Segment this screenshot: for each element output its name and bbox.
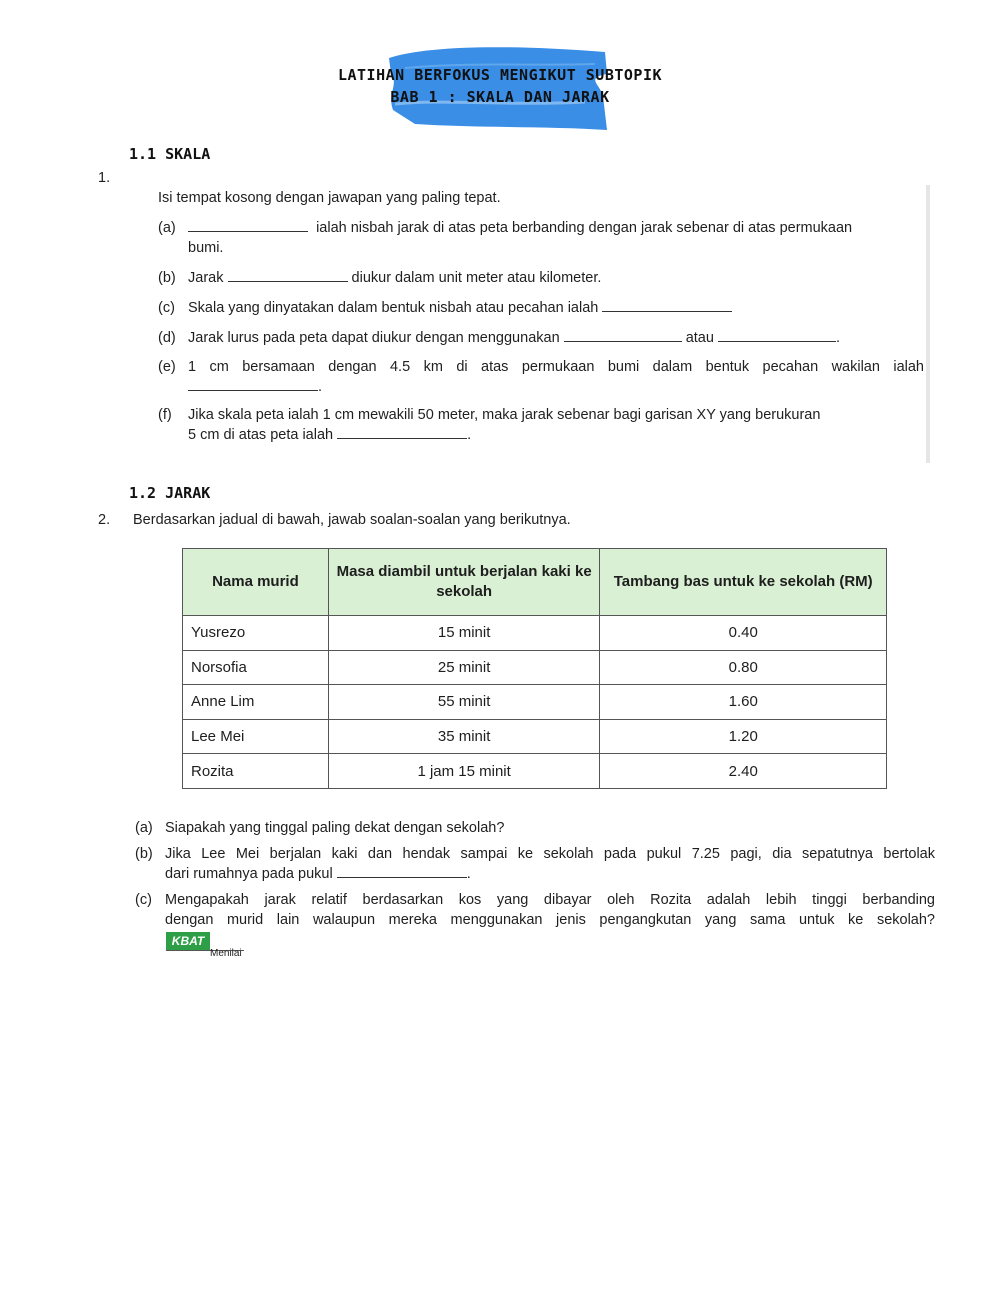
answer-blank[interactable] — [228, 269, 348, 282]
section-heading-jarak: 1.2 JARAK — [129, 484, 211, 502]
question-number: 1. — [98, 170, 111, 186]
item-label: (d) — [158, 330, 176, 346]
table-cell: Rozita — [183, 754, 329, 789]
kbat-badge: KBAT — [166, 932, 210, 950]
question-b-text: Jika Lee Mei berjalan kaki dan hendak sampai ke sekolah pada pukul 7.25 pagi, dia sepatutnya bertolak — [165, 846, 935, 862]
table-header: Tambang bas untuk ke sekolah (RM) — [600, 549, 887, 616]
table-row — [183, 685, 887, 720]
question-label: (c) — [135, 892, 152, 908]
item-label: (b) — [158, 270, 176, 286]
page-subtitle: BAB 1 : SKALA DAN JARAK — [390, 88, 610, 106]
table-cell: 35 minit — [328, 719, 600, 754]
table-cell: 2.40 — [600, 754, 887, 789]
answer-blank[interactable] — [188, 378, 318, 391]
page-title: LATIHAN BERFOKUS MENGIKUT SUBTOPIK — [337, 66, 663, 84]
question-b-line2: dari rumahnya pada pukul . — [165, 866, 471, 882]
table-row — [183, 754, 887, 789]
question-a-text: Siapakah yang tinggal paling dekat dengan sekolah? — [165, 820, 505, 836]
table-cell: 15 minit — [328, 616, 600, 651]
item-label: (f) — [158, 407, 172, 423]
item-a-line2: bumi. — [188, 240, 224, 256]
answer-blank[interactable] — [337, 426, 467, 439]
answer-blank[interactable] — [602, 299, 732, 312]
table-cell: Norsofia — [183, 650, 329, 685]
table-cell: 25 minit — [328, 650, 600, 685]
item-label: (a) — [158, 220, 176, 236]
section-heading-skala: 1.1 SKALA — [129, 145, 211, 163]
table-row — [183, 719, 887, 754]
item-f-text: Jika skala peta ialah 1 cm mewakili 50 meter, maka jarak sebenar bagi garisan XY yang berukuran — [188, 407, 821, 423]
answer-blank[interactable] — [564, 329, 682, 342]
instruction-text: Berdasarkan jadual di bawah, jawab soalan-soalan yang berikutnya. — [133, 512, 571, 528]
item-d-text: Jarak lurus pada peta dapat diukur dengan menggunakan atau . — [188, 330, 840, 346]
table-cell: 55 minit — [328, 685, 600, 720]
question-c-line2: dengan murid lain walaupun mereka menggunakan jenis pengangkutan yang sama untuk ke sekolah? — [165, 912, 935, 928]
item-e-text: 1 cm bersamaan dengan 4.5 km di atas permukaan bumi dalam bentuk pecahan wakilan ialah — [188, 359, 924, 375]
table-header-row — [183, 549, 887, 616]
student-table — [182, 548, 887, 789]
table-header: Nama murid — [183, 549, 329, 616]
instruction-text: Isi tempat kosong dengan jawapan yang paling tepat. — [158, 190, 501, 206]
scan-edge-shadow — [926, 185, 930, 463]
table-row — [183, 650, 887, 685]
item-label: (e) — [158, 359, 176, 375]
answer-blank[interactable] — [337, 865, 467, 878]
table-header: Masa diambil untuk berjalan kaki ke sekolah — [328, 549, 600, 616]
kbat-sublabel: Menilai — [210, 948, 242, 959]
question-number: 2. — [98, 512, 111, 528]
item-b-text: Jarak diukur dalam unit meter atau kilometer. — [188, 270, 602, 286]
item-label: (c) — [158, 300, 175, 316]
item-a-text: ialah nisbah jarak di atas peta berbanding dengan jarak sebenar di atas permukaan — [188, 218, 924, 238]
table-cell: 1.60 — [600, 685, 887, 720]
table-cell: 0.80 — [600, 650, 887, 685]
item-c-text: Skala yang dinyatakan dalam bentuk nisbah atau pecahan ialah — [188, 298, 732, 318]
item-f-line2: 5 cm di atas peta ialah . — [188, 427, 472, 443]
question-c-text: Mengapakah jarak relatif berdasarkan kos yang dibayar oleh Rozita adalah lebih tinggi berbanding — [165, 892, 935, 908]
table-row — [183, 616, 887, 651]
table-cell: Anne Lim — [183, 685, 329, 720]
table-cell: Lee Mei — [183, 719, 329, 754]
table-cell: Yusrezo — [183, 616, 329, 651]
question-label: (a) — [135, 820, 153, 836]
item-e-line2: . — [188, 377, 322, 397]
answer-blank[interactable] — [718, 329, 836, 342]
table-cell: 1.20 — [600, 719, 887, 754]
table-cell: 0.40 — [600, 616, 887, 651]
answer-blank[interactable] — [188, 219, 308, 232]
table-cell: 1 jam 15 minit — [328, 754, 600, 789]
question-label: (b) — [135, 846, 153, 862]
